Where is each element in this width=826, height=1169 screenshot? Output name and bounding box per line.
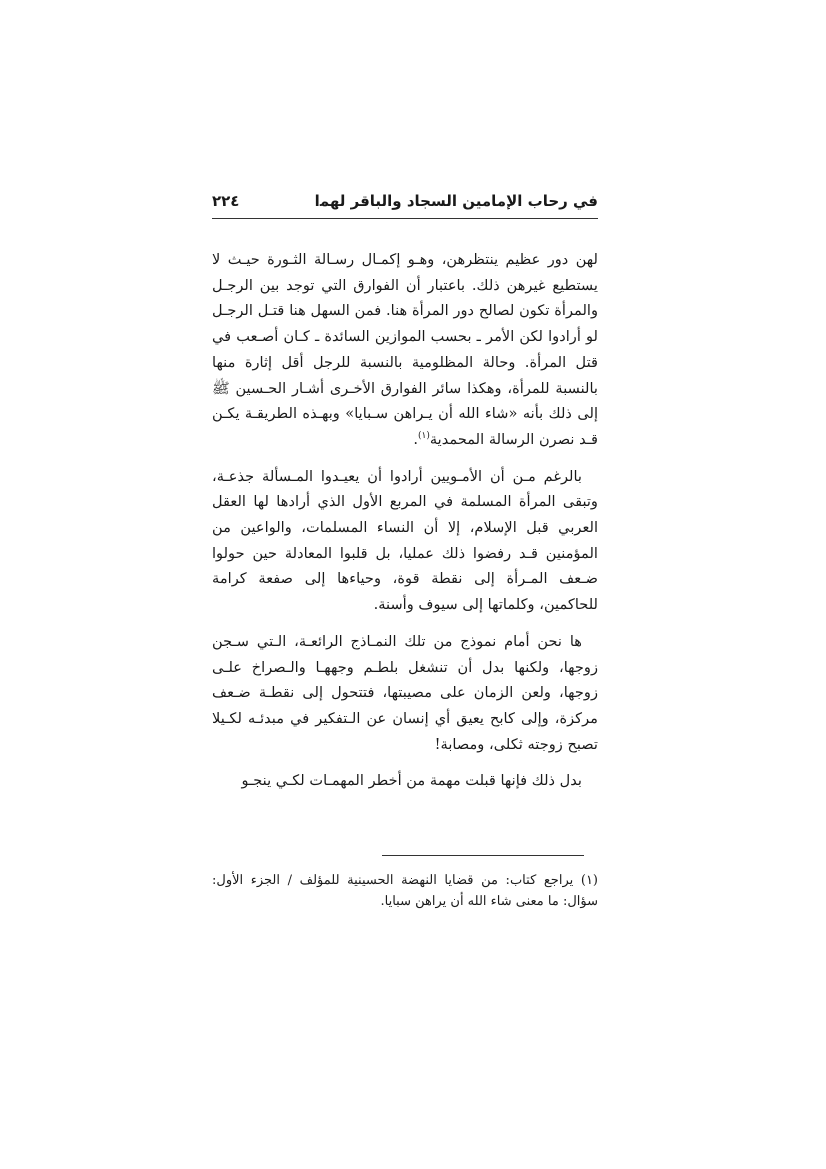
footnote-text: (١) يراجع كتاب: من قضايا النهضة الحسينية للمؤلف / الجزء الأول: سؤال: ما معنى شاء الله أن يراهن سبايا.	[212, 873, 598, 909]
footnote-rule	[382, 855, 584, 856]
paragraph-1	[212, 247, 598, 453]
running-title: في رحاب الإمامين السجاد والباقر ﻟﻬﻤﺍ	[314, 192, 598, 210]
page-number: ٢٢٤	[212, 192, 240, 210]
paragraph-2: بالرغم مـن أن الأمـويين أرادوا أن يعيـدوا المـسألة جذعـة، وتبقى المرأة المسلمة في المربع الأول الذي أرادها لها العقل العربي قبل الإسلام، إلا أن النساء المسلمات، والواعين من المؤمنين قـد رفضوا ذلك عمليا، بل قلبوا المعادلة حين حولوا ضـعف المـرأة إلى نقطة قوة، وحياءها إلى صفعة كرامة للحاكمين، وكلماتها إلى سيوف وأسنة.	[212, 467, 598, 614]
paragraph-1-text: لهن دور عظيم ينتظرهن، وهـو إكمـال رسـالة الثـورة حيـث لا يستطيع غيرهن ذلك. باعتبار أن الفوارق التي توجد بين الرجـل والمرأة تكون لصالح دور المرأة هنا. فمن السهل هنا قتـل الرجـل لو أرادوا لكن الأمر ـ بحسب الموازين السائدة ـ كـان أصـعب في قتل المرأة. وحالة المظلومية بالنسبة للرجل أقل إثارة منها بالنسبة للمرأة، وهكذا سائر الفوارق الأخـرى أشـار الحـسين ﷺ إلى ذلك بأنه «شاء الله أن يـراهن سـبايا» وبهـذه الطريقـة يكـن قـد نصرن الرسالة المحمدية	[212, 251, 598, 448]
header-rule	[212, 218, 598, 219]
main-text	[212, 247, 598, 805]
paragraph-3: ها نحن أمام نموذج من تلك النمـاذج الرائعـة، الـتي سـجن زوجها، ولكنها بدل أن تنشغل بلطـم وجههـا والـصراخ علـى زوجها، ولعن الزمان على مصيبتها، فتتحول إلى نقطـة ضـعف مركزة، وإلى كابح يعيق أي إنسان عن الـتفكير في مبدئـه لكـيلا تصبح زوجته ثكلى، ومصابة!	[212, 632, 598, 753]
footnote-reference[interactable]: (١)	[417, 431, 430, 442]
paragraph-4: بدل ذلك فإنها قبلت مهمة من أخطر المهمـات لكـي ينجـو	[241, 772, 582, 790]
page-header	[212, 186, 598, 216]
footnote	[212, 870, 598, 912]
paragraph-1-end: .	[413, 430, 418, 448]
